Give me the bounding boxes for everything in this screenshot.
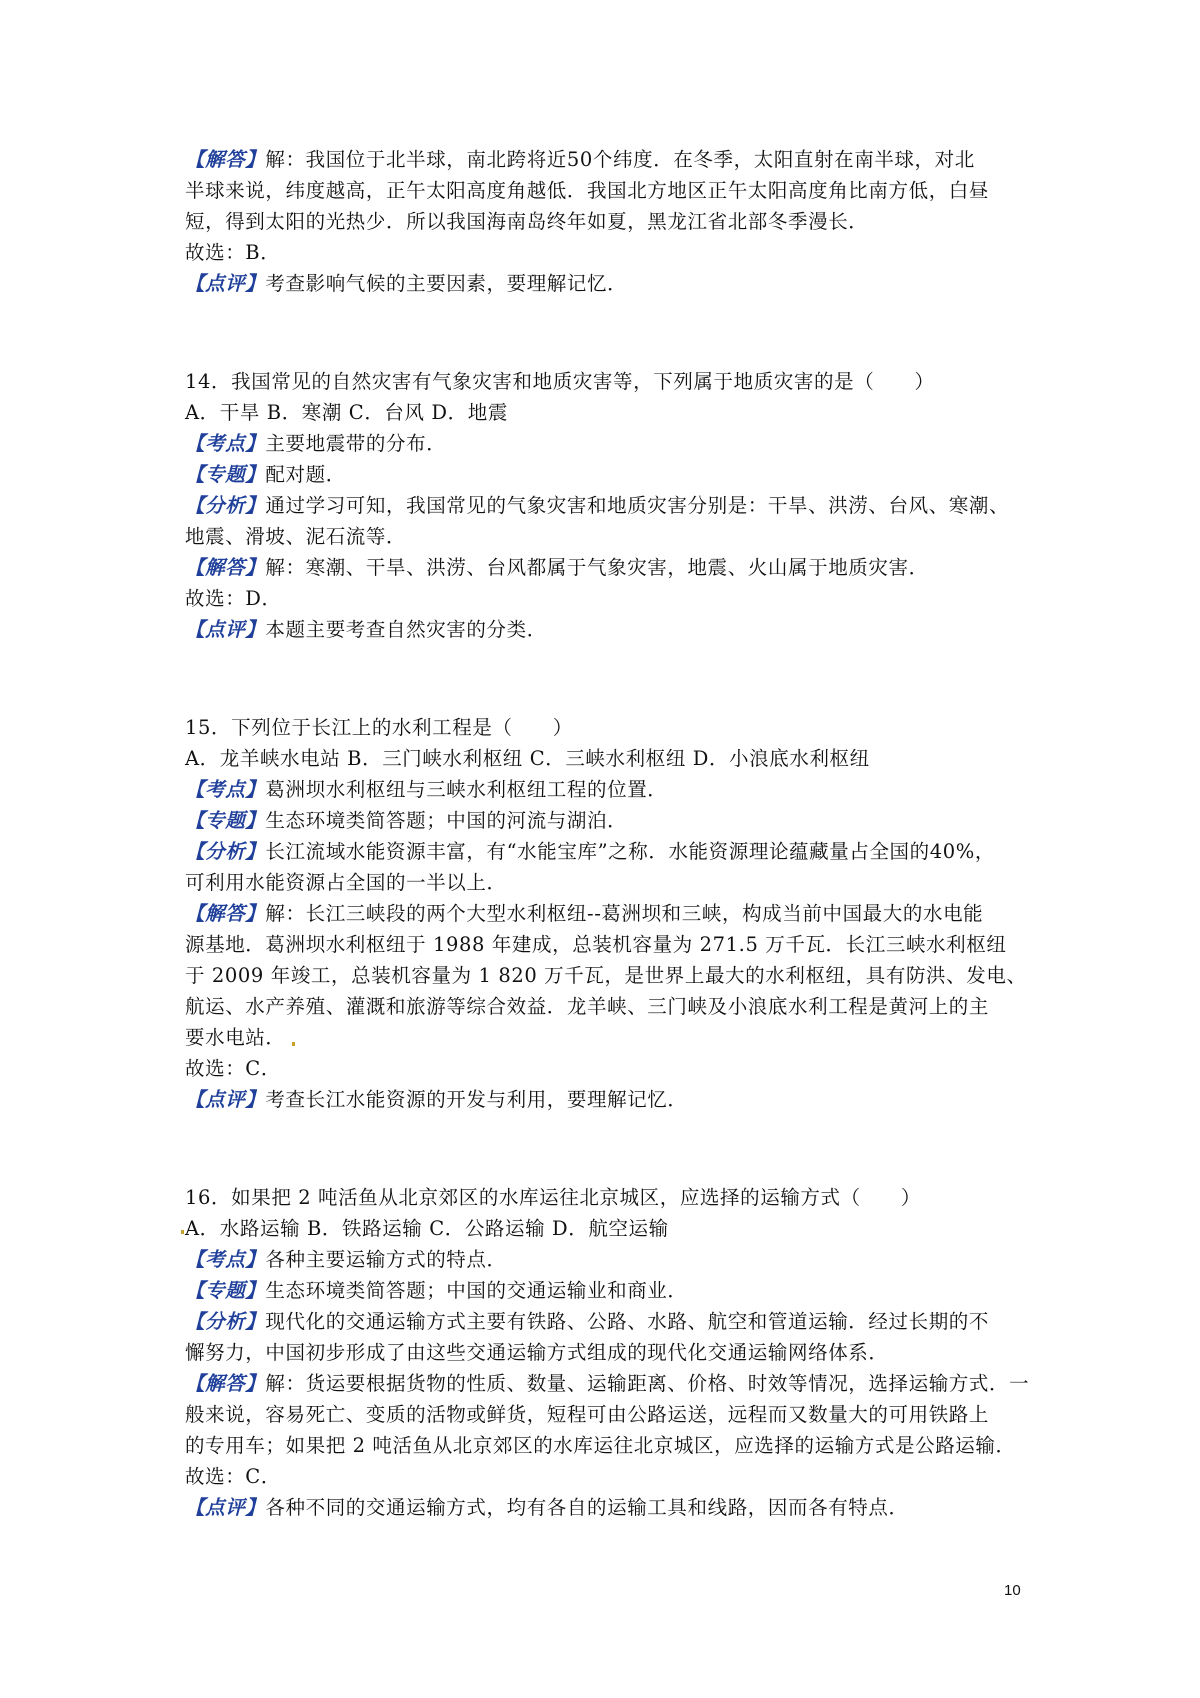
page-number: 10 xyxy=(1004,1582,1021,1599)
page-content xyxy=(185,144,1045,1523)
q13-answer: 故选：B． xyxy=(185,241,281,264)
jieda-tag: 【解答】 xyxy=(185,1372,266,1395)
q15-kaodian: 【考点】葛洲坝水利枢纽与三峡水利枢纽工程的位置． xyxy=(185,778,668,801)
q14-answer: 故选：D． xyxy=(185,587,282,610)
stray-dot xyxy=(181,1230,184,1234)
q14-fenxi-line-2: 地震、滑坡、泥石流等． xyxy=(185,525,407,548)
q14-fenxi-line-1: 【分析】通过学习可知，我国常见的气象灾害和地质灾害分别是：干旱、洪涝、台风、寒潮、 xyxy=(185,494,1010,517)
q16-jieda-line-2: 般来说，容易死亡、变质的活物或鲜货，短程可由公路运送，远程而又数量大的可用铁路上 xyxy=(185,1403,990,1426)
dianping-tag: 【点评】 xyxy=(185,1496,266,1519)
q14-kaodian: 【考点】主要地震带的分布． xyxy=(185,432,447,455)
kaodian-tag: 【考点】 xyxy=(185,432,266,455)
jieda-tag: 【解答】 xyxy=(185,902,266,925)
q16-dianping: 【点评】各种不同的交通运输方式，均有各自的运输工具和线路，因而各有特点． xyxy=(185,1496,909,1519)
q14-options: A．干旱 B．寒潮 C．台风 D．地震 xyxy=(185,401,508,424)
q14-dianping: 【点评】本题主要考查自然灾害的分类． xyxy=(185,618,547,641)
section-gap xyxy=(185,1115,1045,1182)
q15-jieda-line-3: 于 2009 年竣工，总装机容量为 1 820 万千瓦，是世界上最大的水利枢纽，具有防洪、发电、 xyxy=(185,964,1027,987)
q13-comment: 【点评】考查影响气候的主要因素，要理解记忆． xyxy=(185,272,628,295)
q13-solution-line-1: 【解答】解：我国位于北半球，南北跨将近50个纬度．在冬季，太阳直射在南半球，对北 xyxy=(185,148,975,171)
q16-jieda-line-1: 【解答】解：货运要根据货物的性质、数量、运输距离、价格、时效等情况，选择运输方式．一 xyxy=(185,1372,1030,1395)
fenxi-tag: 【分析】 xyxy=(185,1310,266,1333)
zhuanti-tag: 【专题】 xyxy=(185,463,266,486)
q15-section xyxy=(185,712,1045,1115)
fenxi-tag: 【分析】 xyxy=(185,840,266,863)
q15-fenxi-line-1: 【分析】长江流域水能资源丰富，有“水能宝库”之称．水能资源理论蕴藏量占全国的40%， xyxy=(185,840,995,863)
q15-answer: 故选：C． xyxy=(185,1057,281,1080)
q16-answer: 故选：C． xyxy=(185,1465,281,1488)
q15-jieda-line-5: 要水电站． xyxy=(185,1022,1045,1053)
zhuanti-tag: 【专题】 xyxy=(185,809,266,832)
section-gap xyxy=(185,645,1045,712)
q16-title: 16．如果把 2 吨活鱼从北京郊区的水库运往北京城区，应选择的运输方式（ ） xyxy=(185,1186,922,1209)
q15-zhuanti: 【专题】生态环境类简答题；中国的河流与湖泊． xyxy=(185,809,628,832)
q15-jieda-line-1: 【解答】解：长江三峡段的两个大型水利枢纽--葛洲坝和三峡，构成当前中国最大的水电能 xyxy=(185,902,984,925)
q15-dianping: 【点评】考查长江水能资源的开发与利用，要理解记忆． xyxy=(185,1088,688,1111)
q14-title: 14．我国常见的自然灾害有气象灾害和地质灾害等，下列属于地质灾害的是（ ） xyxy=(185,370,935,393)
q14-jieda: 【解答】解：寒潮、干旱、洪涝、台风都属于气象灾害，地震、火山属于地质灾害． xyxy=(185,556,929,579)
q15-jieda-line-4: 航运、水产养殖、灌溉和旅游等综合效益．龙羊峡、三门峡及小浪底水利工程是黄河上的主 xyxy=(185,995,990,1018)
q16-zhuanti: 【专题】生态环境类简答题；中国的交通运输业和商业． xyxy=(185,1279,688,1302)
q15-fenxi-line-2: 可利用水能资源占全国的一半以上． xyxy=(185,871,507,894)
q13-solution-line-3: 短，得到太阳的光热少．所以我国海南岛终年如夏，黑龙江省北部冬季漫长． xyxy=(185,210,869,233)
stray-dot xyxy=(292,1042,295,1046)
q15-jieda-line-2: 源基地．葛洲坝水利枢纽于 1988 年建成，总装机容量为 271.5 万千瓦．长江三峡水利枢纽 xyxy=(185,933,1007,956)
dianping-tag: 【点评】 xyxy=(185,618,266,641)
q16-section xyxy=(185,1182,1045,1523)
kaodian-tag: 【考点】 xyxy=(185,1248,266,1271)
jieda-tag: 【解答】 xyxy=(185,556,266,579)
comment-tag: 【点评】 xyxy=(185,272,266,295)
q14-section xyxy=(185,366,1045,645)
q16-kaodian: 【考点】各种主要运输方式的特点． xyxy=(185,1248,507,1271)
q16-fenxi-line-1: 【分析】现代化的交通运输方式主要有铁路、公路、水路、航空和管道运输．经过长期的不 xyxy=(185,1310,990,1333)
dianping-tag: 【点评】 xyxy=(185,1088,266,1111)
zhuanti-tag: 【专题】 xyxy=(185,1279,266,1302)
q15-options: A．龙羊峡水电站 B．三门峡水利枢纽 C．三峡水利枢纽 D．小浪底水利枢纽 xyxy=(185,747,870,770)
solution-tag: 【解答】 xyxy=(185,148,266,171)
q15-title: 15．下列位于长江上的水利工程是（ ） xyxy=(185,716,573,739)
q16-options: A．水路运输 B．铁路运输 C．公路运输 D．航空运输 xyxy=(185,1217,669,1240)
fenxi-tag: 【分析】 xyxy=(185,494,266,517)
q16-jieda-line-3: 的专用车；如果把 2 吨活鱼从北京郊区的水库运往北京城区，应选择的运输方式是公路运输． xyxy=(185,1434,1016,1457)
q13-solution-line-2: 半球来说，纬度越高，正午太阳高度角越低．我国北方地区正午太阳高度角比南方低，白昼 xyxy=(185,179,990,202)
q16-fenxi-line-2: 懈努力，中国初步形成了由这些交通运输方式组成的现代化交通运输网络体系． xyxy=(185,1341,889,1364)
q13-section xyxy=(185,144,1045,299)
kaodian-tag: 【考点】 xyxy=(185,778,266,801)
section-gap xyxy=(185,299,1045,366)
q14-zhuanti: 【专题】配对题． xyxy=(185,463,346,486)
